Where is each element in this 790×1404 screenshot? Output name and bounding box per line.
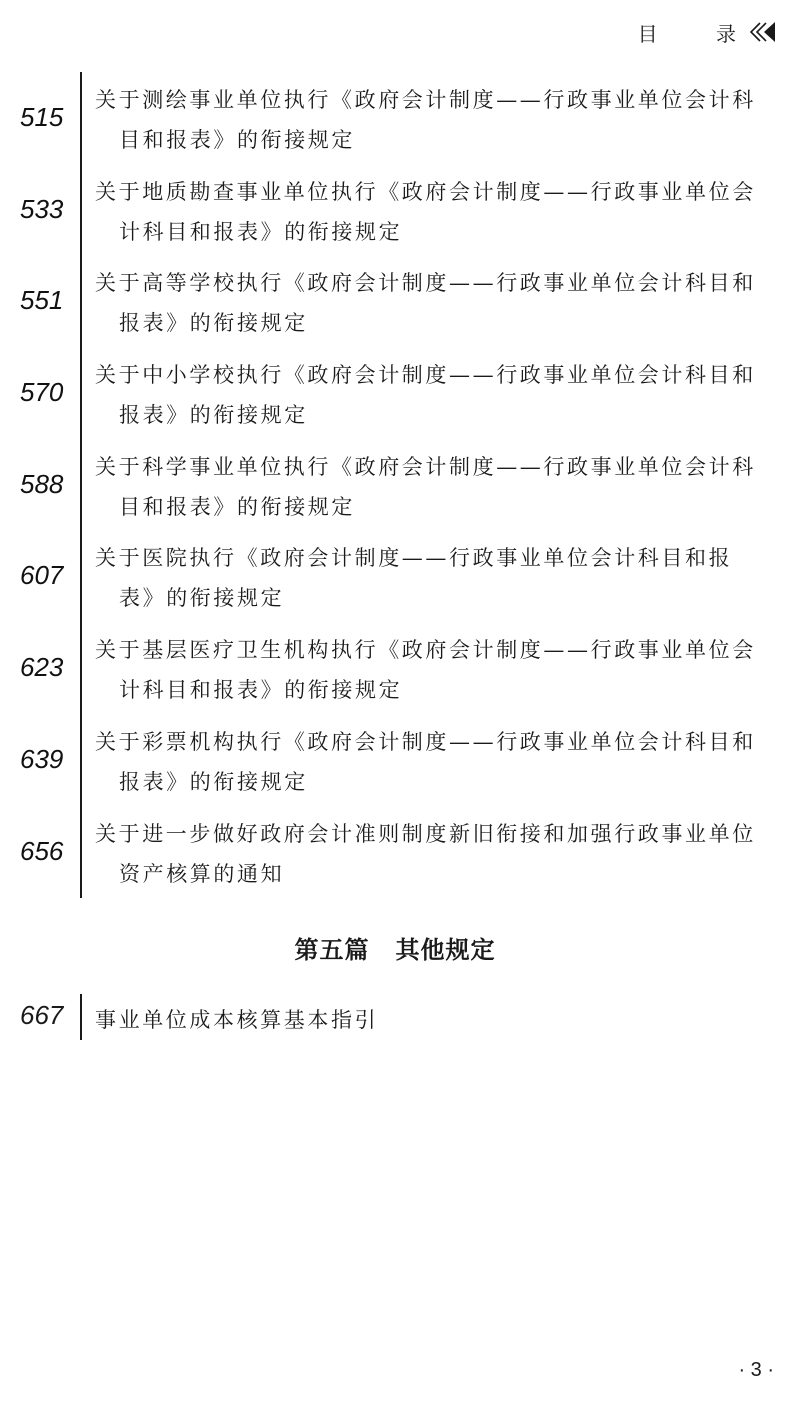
toc-entry[interactable] bbox=[0, 347, 790, 439]
toc-entry[interactable] bbox=[0, 994, 790, 1044]
toc-entry[interactable] bbox=[0, 806, 790, 898]
double-chevron-left-icon bbox=[748, 20, 778, 44]
toc-entry-title: 关于彩票机构执行《政府会计制度——行政事业单位会计科目和 bbox=[95, 730, 756, 754]
toc-entry-title-continued: 报表》的衔接规定 bbox=[119, 770, 308, 794]
toc-page-number: 623 bbox=[20, 652, 64, 682]
section-heading bbox=[0, 930, 790, 965]
toc-entry[interactable] bbox=[0, 714, 790, 806]
toc-entry-title-continued: 报表》的衔接规定 bbox=[119, 311, 308, 335]
toc-entry-title-continued: 报表》的衔接规定 bbox=[119, 403, 308, 427]
toc-entry[interactable] bbox=[0, 622, 790, 714]
header-title: 目 录 bbox=[637, 21, 762, 46]
toc-entry-title: 关于地质勘查事业单位执行《政府会计制度——行政事业单位会 bbox=[95, 180, 756, 204]
toc-entry-title: 关于中小学校执行《政府会计制度——行政事业单位会计科目和 bbox=[95, 363, 756, 387]
toc-entry-title-continued: 表》的衔接规定 bbox=[119, 586, 285, 610]
toc-entry-title-continued: 目和报表》的衔接规定 bbox=[119, 128, 355, 152]
section-part-label: 第五篇 bbox=[294, 936, 370, 964]
toc-page-number: 570 bbox=[20, 377, 64, 407]
toc-entry-title: 事业单位成本核算基本指引 bbox=[95, 1008, 379, 1032]
toc-page-number: 515 bbox=[20, 102, 64, 132]
toc-entry-title: 关于医院执行《政府会计制度——行政事业单位会计科目和报 bbox=[95, 546, 733, 570]
toc-page-number: 639 bbox=[20, 744, 64, 774]
toc-entry-title: 关于科学事业单位执行《政府会计制度——行政事业单位会计科 bbox=[95, 455, 756, 479]
toc-entry[interactable] bbox=[0, 255, 790, 347]
toc-entry-title-continued: 计科目和报表》的衔接规定 bbox=[119, 678, 403, 702]
toc-entry[interactable] bbox=[0, 439, 790, 531]
toc-entry[interactable] bbox=[0, 530, 790, 622]
section-name: 其他规定 bbox=[395, 936, 496, 964]
toc-entry-title-continued: 目和报表》的衔接规定 bbox=[119, 495, 355, 519]
toc-page-number: 667 bbox=[20, 1000, 64, 1030]
toc-entry[interactable] bbox=[0, 72, 790, 164]
toc-page-number: 533 bbox=[20, 194, 64, 224]
toc-entry-title-continued: 资产核算的通知 bbox=[119, 862, 285, 886]
running-header bbox=[638, 18, 778, 46]
toc-page-number: 588 bbox=[20, 469, 64, 499]
toc-entry-title: 关于高等学校执行《政府会计制度——行政事业单位会计科目和 bbox=[95, 271, 756, 295]
toc-entry[interactable] bbox=[0, 164, 790, 256]
toc-page-number: 551 bbox=[20, 285, 64, 315]
toc-entry-title: 关于基层医疗卫生机构执行《政府会计制度——行政事业单位会 bbox=[95, 638, 756, 662]
toc-entry-title: 关于进一步做好政府会计准则制度新旧衔接和加强行政事业单位 bbox=[95, 822, 756, 846]
toc-page-number: 607 bbox=[20, 560, 64, 590]
toc-entry-title-continued: 计科目和报表》的衔接规定 bbox=[119, 220, 403, 244]
toc-page-number: 656 bbox=[20, 836, 64, 866]
page-number: · 3 · bbox=[738, 1359, 774, 1381]
toc-divider-rule bbox=[80, 994, 82, 1040]
toc-entry-title: 关于测绘事业单位执行《政府会计制度——行政事业单位会计科 bbox=[95, 88, 756, 112]
